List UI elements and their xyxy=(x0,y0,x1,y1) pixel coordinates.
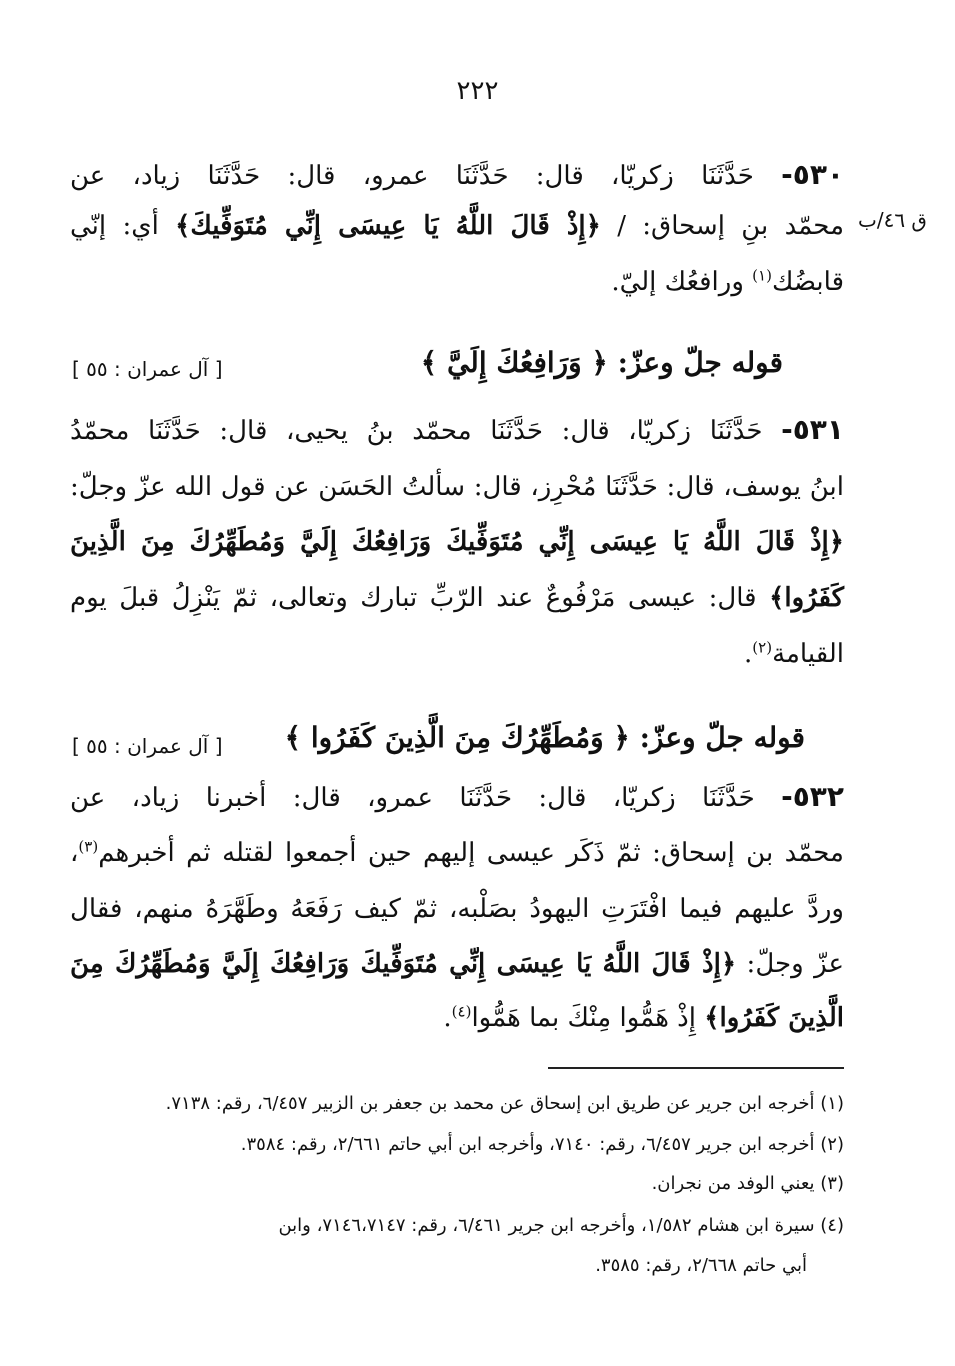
page-number: ٢٢٢ xyxy=(456,76,499,106)
text-line xyxy=(70,206,844,246)
text-line xyxy=(611,262,844,302)
verse-reference: [ آل عمران : ٥٥ ] xyxy=(72,734,223,758)
text-line xyxy=(70,777,844,818)
surah-reference xyxy=(72,730,223,761)
text-line xyxy=(70,410,844,451)
line-text-tail: أي: إنّي xyxy=(70,211,159,241)
text-line xyxy=(70,833,844,873)
line-text: قابضُك xyxy=(771,267,844,297)
footnote-ref: (٤) xyxy=(451,1002,472,1021)
footnote: (٣) يعني الوفد من نجران. xyxy=(651,1173,844,1194)
text-line xyxy=(443,998,844,1038)
text-line xyxy=(744,634,844,674)
line-text-tail: قال: عيسى مَرْفُوعٌ عند الرّبِّ تبارك وتعالى، ثمّ يَنْزِلُ قبلَ يوم xyxy=(70,583,757,613)
quran-verse: ﴿ وَرَافِعُكَ إِلَيَّ ﴾ xyxy=(420,346,608,379)
quran-verse: ﴿ وَمُطَهِّرُكَ مِنَ الَّذِينَ كَفَرُوا ﴾ xyxy=(284,721,630,754)
quran-verse: الَّذِينَ كَفَرُوا﴾ xyxy=(704,1003,844,1033)
footnote-ref: (٣) xyxy=(78,837,99,856)
line-text: محمّد بنِ إسحاق: / xyxy=(600,211,845,241)
verse-reference: [ آل عمران : ٥٥ ] xyxy=(72,357,223,381)
quran-verse: كَفَرُوا﴾ xyxy=(769,583,845,613)
line-text: محمّد بن إسحاق: ثمّ ذَكَر عيسى إليهم حين أجمعوا لقتله ثم أخبرهم xyxy=(98,838,844,868)
section-heading xyxy=(421,343,783,384)
text-line xyxy=(70,889,844,929)
text-line xyxy=(70,522,844,562)
footnote: (١) أخرجه ابن جرير عن طريق ابن إسحاق عن محمد بن جعفر بن الزبير ٦/٤٥٧، رقم: ٧١٣٨. xyxy=(165,1093,844,1114)
footnote-continuation: أبي حاتم ٢/٦٦٨، رقم: ٣٥٨٥. xyxy=(595,1255,807,1276)
section-heading xyxy=(285,718,805,759)
quran-verse: ﴿إِذْ قَالَ اللَّهُ يَا عِيسَى إِنِّي مُتَوَفِّيكَ﴾ xyxy=(175,211,601,241)
footnote-ref: (٢) xyxy=(752,638,773,657)
line-text: القيامة xyxy=(772,639,844,669)
line-end: . xyxy=(443,1003,452,1033)
footnote: (٢) أخرجه ابن جرير ٦/٤٥٧، رقم: ٧١٤٠، وأخرجه ابن أبي حاتم ٢/٦٦١، رقم: ٣٥٨٤. xyxy=(240,1134,844,1155)
surah-reference xyxy=(72,353,223,384)
quran-verse: ﴿إِذْ قَالَ اللَّهُ يَا عِيسَى إِنِّي مُتَوَفِّيكَ وَرَافِعُكَ إِلَيَّ وَمُطَهِّرُكَ مِنَ xyxy=(70,949,737,979)
heading-label: قوله جلّ وعزّ: xyxy=(629,721,805,754)
line-text: ابنُ يوسف، قال: حَدَّثَنَا مُحْرِز، قال: سألتُ الحَسَن عن قول الله عزّ وجلّ: xyxy=(70,472,844,502)
line-text-tail: إِذْ هَمُّوا مِنْكَ بما هَمُّوا xyxy=(471,1003,705,1033)
footnote-ref: (١) xyxy=(752,266,772,285)
line-text: عزّ وجلّ: xyxy=(736,949,844,979)
line-text: وردَّ عليهم فيما افْتَرَتِ اليهودُ بصَلْبه، ثمّ كيف رَفَعَهُ وطَهَّرَهُ منهم، فقال xyxy=(70,894,844,924)
hadith-number: ٥٣١- xyxy=(781,413,844,446)
hadith-number: ٥٣٠- xyxy=(781,158,845,191)
text-line xyxy=(70,578,844,618)
line-text: حَدَّثَنَا زكريّا، قال: حَدَّثَنَا محمّد بنُ يحيى، قال: حَدَّثَنَا محمّدُ xyxy=(70,416,763,446)
text-line xyxy=(70,467,844,507)
line-text: حَدَّثَنَا زكريّا، قال: حَدَّثَنَا عمرو، قال: حَدَّثَنَا زياد، عن xyxy=(70,161,754,191)
heading-label: قوله جلّ وعزّ: xyxy=(607,346,783,379)
text-line xyxy=(70,155,844,196)
text-line xyxy=(70,944,844,984)
line-text-tail: ورافعُك إليّ. xyxy=(611,267,753,297)
manuscript-folio-note: ق ٤٦/ب xyxy=(858,208,927,232)
line-text: حَدَّثَنَا زكريّا، قال: حَدَّثَنَا عمرو، قال: أخبرنا زياد، عن xyxy=(70,783,755,813)
footnote: (٤) سيرة ابن هشام ١/٥٨٢، وأخرجه ابن جرير ٦/٤٦١، رقم: ٧١٤٦،٧١٤٧، وابن xyxy=(278,1215,844,1236)
footnote-divider xyxy=(548,1067,844,1069)
line-text-tail: ، xyxy=(70,838,79,868)
hadith-number: ٥٣٢- xyxy=(781,780,844,813)
quran-verse: ﴿إِذْ قَالَ اللَّهُ يَا عِيسَى إِنِّي مُتَوَفِّيكَ وَرَافِعُكَ إِلَيَّ وَمُطَهِّرُكَ مِنَ الَّذِينَ xyxy=(70,527,844,557)
line-text-tail: . xyxy=(744,639,753,669)
